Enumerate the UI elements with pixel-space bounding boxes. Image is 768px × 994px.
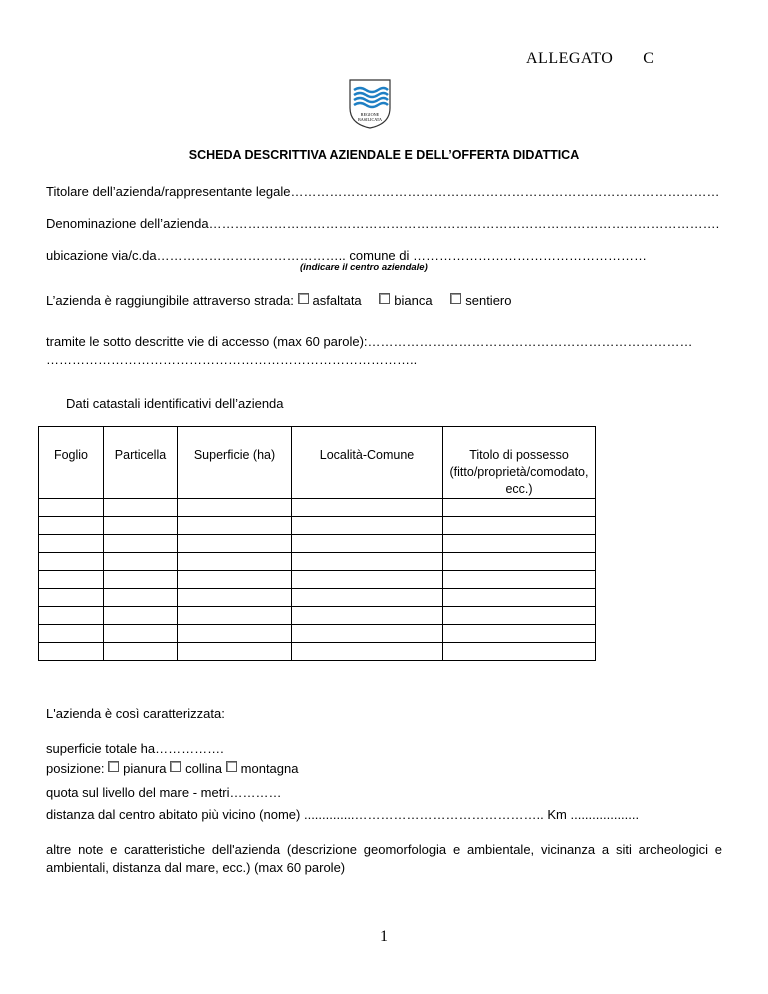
coat-of-arms-icon (348, 78, 392, 130)
denominazione-field: Denominazione dell’azienda………………………………………………………………………………………………………. (46, 216, 720, 231)
table-cell[interactable] (39, 553, 104, 571)
catasto-heading: Dati catastali identificativi dell’azienda (66, 396, 284, 411)
svg-text:BASILICATA: BASILICATA (357, 117, 383, 122)
table-cell[interactable] (178, 499, 292, 517)
label-pianura: pianura (123, 761, 167, 776)
table-cell[interactable] (292, 517, 443, 535)
checkbox-pianura[interactable] (108, 761, 119, 772)
allegato-label: ALLEGATO (526, 50, 614, 67)
table-row (39, 499, 596, 517)
accesso-line-1: tramite le sotto descritte vie di accesso (max 60 parole):………………………………………………………………… (46, 334, 693, 349)
table-cell[interactable] (39, 607, 104, 625)
posizione-label: posizione: (46, 761, 105, 776)
table-cell[interactable] (39, 571, 104, 589)
table-cell[interactable] (292, 535, 443, 553)
distanza-field: distanza dal centro abitato più vicino (nome) ..............…………………………………….. Km ................... (46, 807, 640, 822)
option-bianca (379, 293, 432, 308)
strada-row (46, 293, 525, 308)
table-cell[interactable] (39, 517, 104, 535)
caratteristiche-heading: L'azienda è così caratterizzata: (46, 706, 225, 721)
table-cell[interactable] (292, 643, 443, 661)
table-cell[interactable] (39, 535, 104, 553)
table-cell[interactable] (443, 553, 596, 571)
table-cell[interactable] (104, 517, 178, 535)
table-row (39, 643, 596, 661)
regione-basilicata-logo (348, 78, 392, 130)
quota-field: quota sul livello del mare - metri………… (46, 785, 282, 800)
table-cell[interactable] (39, 643, 104, 661)
allegato-letter: C (643, 50, 655, 67)
table-cell[interactable] (178, 589, 292, 607)
table-cell[interactable] (443, 499, 596, 517)
checkbox-bianca[interactable] (379, 293, 390, 304)
label-asfaltata: asfaltata (312, 293, 362, 308)
accesso-line-2: ………………………………………………………………………….. (46, 352, 418, 367)
altre-note-field: altre note e caratteristiche dell'azienda (descrizione geomorfologia e ambientale, vicinanza a siti archeologici e ambientali, distanza dal mare, ecc.) (max 60 parole) (46, 842, 722, 875)
table-row (39, 535, 596, 553)
table-cell[interactable] (39, 499, 104, 517)
table-cell[interactable] (443, 535, 596, 553)
catasto-body (39, 499, 596, 661)
col-particella: Particella (104, 427, 178, 499)
label-bianca: bianca (394, 293, 433, 308)
label-montagna: montagna (240, 761, 299, 776)
superficie-field: superficie totale ha……………. (46, 741, 224, 756)
table-cell[interactable] (443, 571, 596, 589)
table-cell[interactable] (292, 625, 443, 643)
table-row (39, 571, 596, 589)
checkbox-asfaltata[interactable] (298, 293, 309, 304)
table-cell[interactable] (104, 589, 178, 607)
table-cell[interactable] (178, 607, 292, 625)
table-cell[interactable] (39, 589, 104, 607)
table-cell[interactable] (292, 499, 443, 517)
table-cell[interactable] (178, 571, 292, 589)
titolare-field: Titolare dell’azienda/rappresentante legale……………………………………………………………………………………… (46, 184, 720, 199)
col-localita: Località-Comune (292, 427, 443, 499)
option-asfaltata (298, 293, 362, 308)
table-cell[interactable] (39, 625, 104, 643)
page-number: 1 (380, 928, 388, 945)
table-row (39, 607, 596, 625)
table-cell[interactable] (178, 535, 292, 553)
catasto-table (38, 426, 596, 661)
table-cell[interactable] (292, 571, 443, 589)
table-cell[interactable] (104, 643, 178, 661)
table-cell[interactable] (292, 607, 443, 625)
table-cell[interactable] (443, 643, 596, 661)
label-collina: collina (185, 761, 223, 776)
table-cell[interactable] (178, 553, 292, 571)
svg-text:REGIONE: REGIONE (360, 112, 380, 117)
table-cell[interactable] (178, 517, 292, 535)
table-cell[interactable] (104, 571, 178, 589)
strada-label: L’azienda è raggiungibile attraverso strada: (46, 293, 294, 308)
checkbox-sentiero[interactable] (450, 293, 461, 304)
label-sentiero: sentiero (465, 293, 512, 308)
table-cell[interactable] (104, 553, 178, 571)
posizione-row (46, 761, 298, 776)
table-cell[interactable] (443, 607, 596, 625)
col-foglio: Foglio (39, 427, 104, 499)
table-cell[interactable] (443, 625, 596, 643)
checkbox-montagna[interactable] (226, 761, 237, 772)
ubicazione-note: (indicare il centro aziendale) (300, 262, 428, 273)
table-cell[interactable] (443, 517, 596, 535)
ubicazione-field: ubicazione via/c.da…………………………………….. comune di ……………………………………………… (46, 248, 647, 263)
table-cell[interactable] (443, 589, 596, 607)
table-cell[interactable] (178, 643, 292, 661)
table-cell[interactable] (104, 607, 178, 625)
checkbox-collina[interactable] (170, 761, 181, 772)
option-sentiero (450, 293, 511, 308)
table-row (39, 553, 596, 571)
col-titolo: Titolo di possesso (fitto/proprietà/comodato, ecc.) (443, 427, 596, 499)
table-row (39, 517, 596, 535)
table-row (39, 589, 596, 607)
table-cell[interactable] (104, 499, 178, 517)
table-cell[interactable] (178, 625, 292, 643)
table-cell[interactable] (292, 553, 443, 571)
col-superficie: Superficie (ha) (178, 427, 292, 499)
table-row (39, 625, 596, 643)
table-cell[interactable] (104, 625, 178, 643)
table-cell[interactable] (104, 535, 178, 553)
table-cell[interactable] (292, 589, 443, 607)
document-title: SCHEDA DESCRITTIVA AZIENDALE E DELL’OFFERTA DIDATTICA (188, 148, 580, 162)
allegato-header (526, 50, 654, 68)
